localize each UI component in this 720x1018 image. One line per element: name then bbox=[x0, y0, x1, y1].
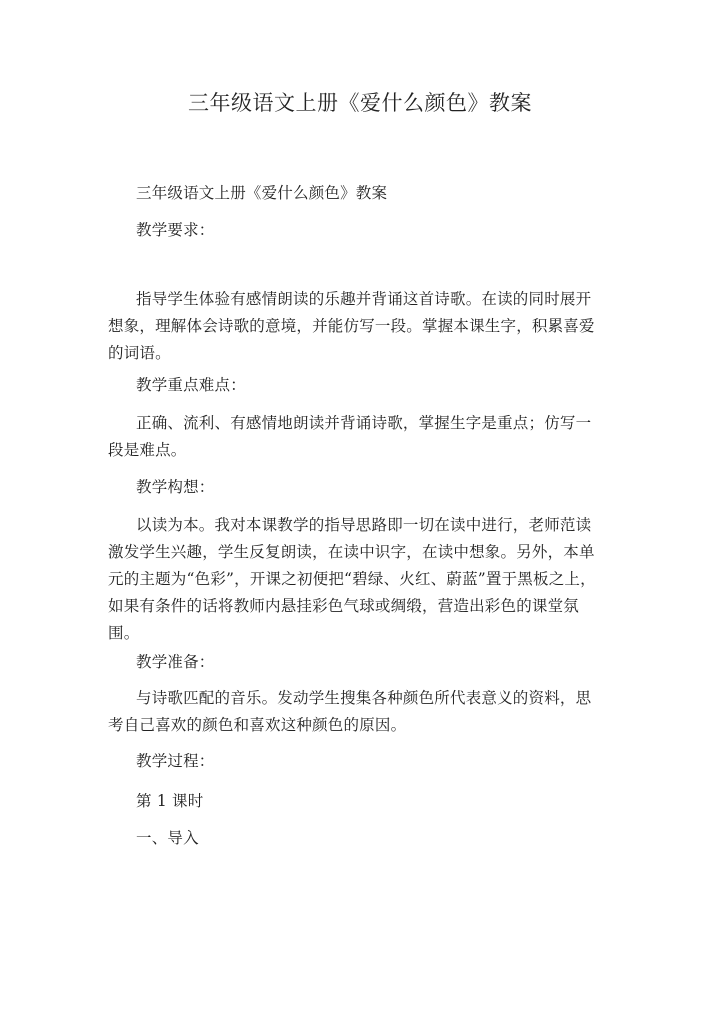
lesson-label: 第 1 课时 bbox=[136, 792, 204, 810]
part-one-heading: 一、导入 bbox=[136, 829, 199, 847]
document-subtitle: 三年级语文上册《爱什么颜色》教案 bbox=[136, 184, 388, 202]
requirements-body: 指导学生体验有感情朗读的乐趣并背诵这首诗歌。在读的同时展开想象，理解体会诗歌的意境，并能仿写一段。掌握本课生字，积累喜爱的词语。 bbox=[108, 290, 595, 362]
document-title: 三年级语文上册《爱什么颜色》教案 bbox=[188, 91, 532, 115]
concept-heading: 教学构想： bbox=[136, 478, 215, 496]
prep-heading: 教学准备： bbox=[136, 653, 215, 671]
prep-body: 与诗歌匹配的音乐。发动学生搜集各种颜色所代表意义的资料，思考自己喜欢的颜色和喜欢这种颜色的原因。 bbox=[108, 689, 592, 734]
concept-body: 以读为本。我对本课教学的指导思路即一切在读中进行，老师范读激发学生兴趣，学生反复朗读，在读中识字，在读中想象。另外，本单元的主题为“色彩”，开课之初便把“碧绿、火红、蔚蓝”置于黑板之上，如果有条件的话将教师内悬挂彩色气球或绸缎，营造出彩色的课堂氛围。 bbox=[108, 516, 596, 642]
keypoints-body: 正确、流利、有感情地朗读并背诵诗歌，掌握生字是重点；仿写一段是难点。 bbox=[108, 414, 592, 459]
process-heading: 教学过程： bbox=[136, 752, 215, 770]
keypoints-heading: 教学重点难点： bbox=[136, 376, 246, 394]
requirements-heading: 教学要求： bbox=[136, 221, 215, 239]
